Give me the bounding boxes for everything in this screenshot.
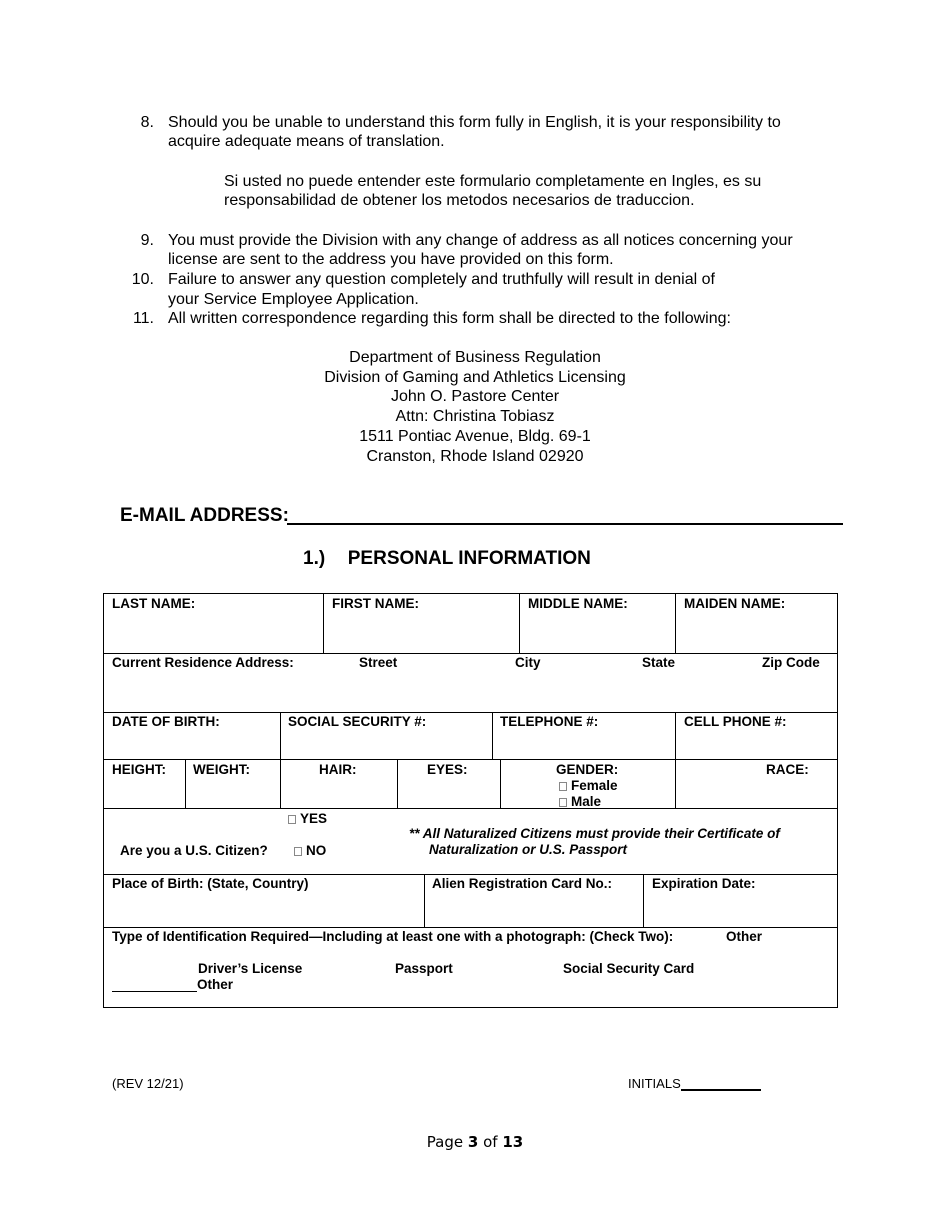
hair-label: HAIR: (319, 762, 357, 777)
address-line: Cranston, Rhode Island 02920 (366, 447, 584, 465)
personal-information-form (103, 593, 838, 1008)
no-checkbox[interactable] (294, 847, 302, 856)
telephone-label: TELEPHONE #: (500, 714, 599, 729)
place-of-birth-label: Place of Birth: (State, Country) (112, 876, 309, 891)
instruction-text: You must provide the Division with any change of address as all notices concerning your (168, 232, 793, 249)
male-label: Male (571, 794, 602, 809)
page-number (0, 1133, 950, 1151)
race-label: RACE: (766, 762, 809, 777)
alien-card-label: Alien Registration Card No.: (432, 876, 613, 891)
instruction-number: 8. (140, 114, 154, 131)
passport-label: Passport (395, 961, 453, 976)
social-security-card-label: Social Security Card (563, 961, 695, 976)
instruction-number: 9. (140, 232, 154, 249)
female-label: Female (571, 778, 618, 793)
address-line: Division of Gaming and Athletics Licensing (324, 368, 626, 386)
male-checkbox[interactable] (559, 798, 567, 807)
citizen-option-yes[interactable] (288, 811, 327, 826)
instruction-text: Failure to answer any question completely and truthfully will result in denial of (168, 271, 715, 288)
zip-code-label: Zip Code (762, 655, 820, 670)
page-prefix: Page (426, 1133, 468, 1151)
citizen-question: Are you a U.S. Citizen? (120, 843, 268, 858)
no-label: NO (306, 843, 327, 858)
cell-phone-label: CELL PHONE #: (684, 714, 787, 729)
mailing-address (250, 348, 700, 466)
other-option-2 (112, 977, 233, 992)
instruction-text-cont: license are sent to the address you have provided on this form. (168, 251, 614, 268)
city-label: City (515, 655, 541, 670)
citizen-option-no[interactable] (294, 843, 326, 858)
instruction-text-cont: your Service Employee Application. (168, 291, 419, 308)
spanish-translation-line-1: Si usted no puede entender este formulario completamente en Ingles, es su (224, 173, 762, 190)
address-line: Attn: Christina Tobiasz (395, 408, 555, 426)
yes-label: YES (300, 811, 328, 826)
first-name-label: FIRST NAME: (332, 596, 419, 611)
identification-heading: Type of Identification Required—Including at least one with a photograph: (Check Two): (112, 929, 674, 944)
address-line: Department of Business Regulation (349, 349, 601, 366)
middle-name-label: MIDDLE NAME: (528, 596, 628, 611)
page-current: 3 (467, 1133, 479, 1151)
instruction-text: Should you be unable to understand this form fully in English, it is your responsibility to (168, 114, 781, 131)
height-label: HEIGHT: (112, 762, 166, 777)
social-security-label: SOCIAL SECURITY #: (288, 714, 427, 729)
page-of: of (478, 1133, 503, 1151)
address-line: John O. Pastore Center (390, 388, 560, 406)
female-checkbox[interactable] (559, 782, 567, 791)
spanish-translation-line-2: responsabilidad de obtener los metodos necesarios de traduccion. (224, 192, 695, 209)
instruction-number: 11. (132, 310, 154, 327)
section-number: 1.) (303, 548, 326, 569)
initials-label: INITIALS (628, 1076, 681, 1091)
instruction-text-cont: acquire adequate means of translation. (168, 133, 445, 150)
other-label-1: Other (726, 929, 763, 944)
residence-address-label: Current Residence Address: (112, 655, 294, 670)
section-heading: PERSONAL INFORMATION (347, 548, 591, 569)
eyes-label: EYES: (427, 762, 468, 777)
revision-label: (REV 12/21) (112, 1076, 184, 1091)
weight-label: WEIGHT: (193, 762, 250, 777)
other-blank-line[interactable] (112, 977, 197, 992)
page-total: 13 (502, 1133, 524, 1151)
initials-line[interactable] (681, 1076, 761, 1091)
naturalization-note-line-1: ** All Naturalized Citizens must provide their Certificate of (409, 826, 780, 841)
yes-checkbox[interactable] (288, 815, 296, 824)
maiden-name-label: MAIDEN NAME: (684, 596, 786, 611)
instruction-text: All written correspondence regarding this form shall be directed to the following: (168, 310, 731, 327)
last-name-label: LAST NAME: (112, 596, 196, 611)
section-title (303, 548, 591, 570)
naturalization-note-line-2: Naturalization or U.S. Passport (429, 842, 628, 857)
street-label: Street (359, 655, 398, 670)
expiration-date-label: Expiration Date: (652, 876, 756, 891)
address-line: 1511 Pontiac Avenue, Bldg. 69-1 (359, 427, 591, 445)
gender-option-female[interactable] (559, 778, 618, 793)
email-field[interactable] (287, 523, 843, 525)
email-label: E-MAIL ADDRESS: (120, 505, 289, 526)
date-of-birth-label: DATE OF BIRTH: (112, 714, 220, 729)
other-label-2: Other (197, 977, 234, 992)
instruction-number: 10. (131, 271, 154, 288)
drivers-license-label: Driver’s License (198, 961, 303, 976)
gender-label: GENDER: (556, 762, 619, 777)
initials-field[interactable] (628, 1076, 761, 1091)
state-label: State (642, 655, 676, 670)
gender-option-male[interactable] (559, 794, 601, 809)
